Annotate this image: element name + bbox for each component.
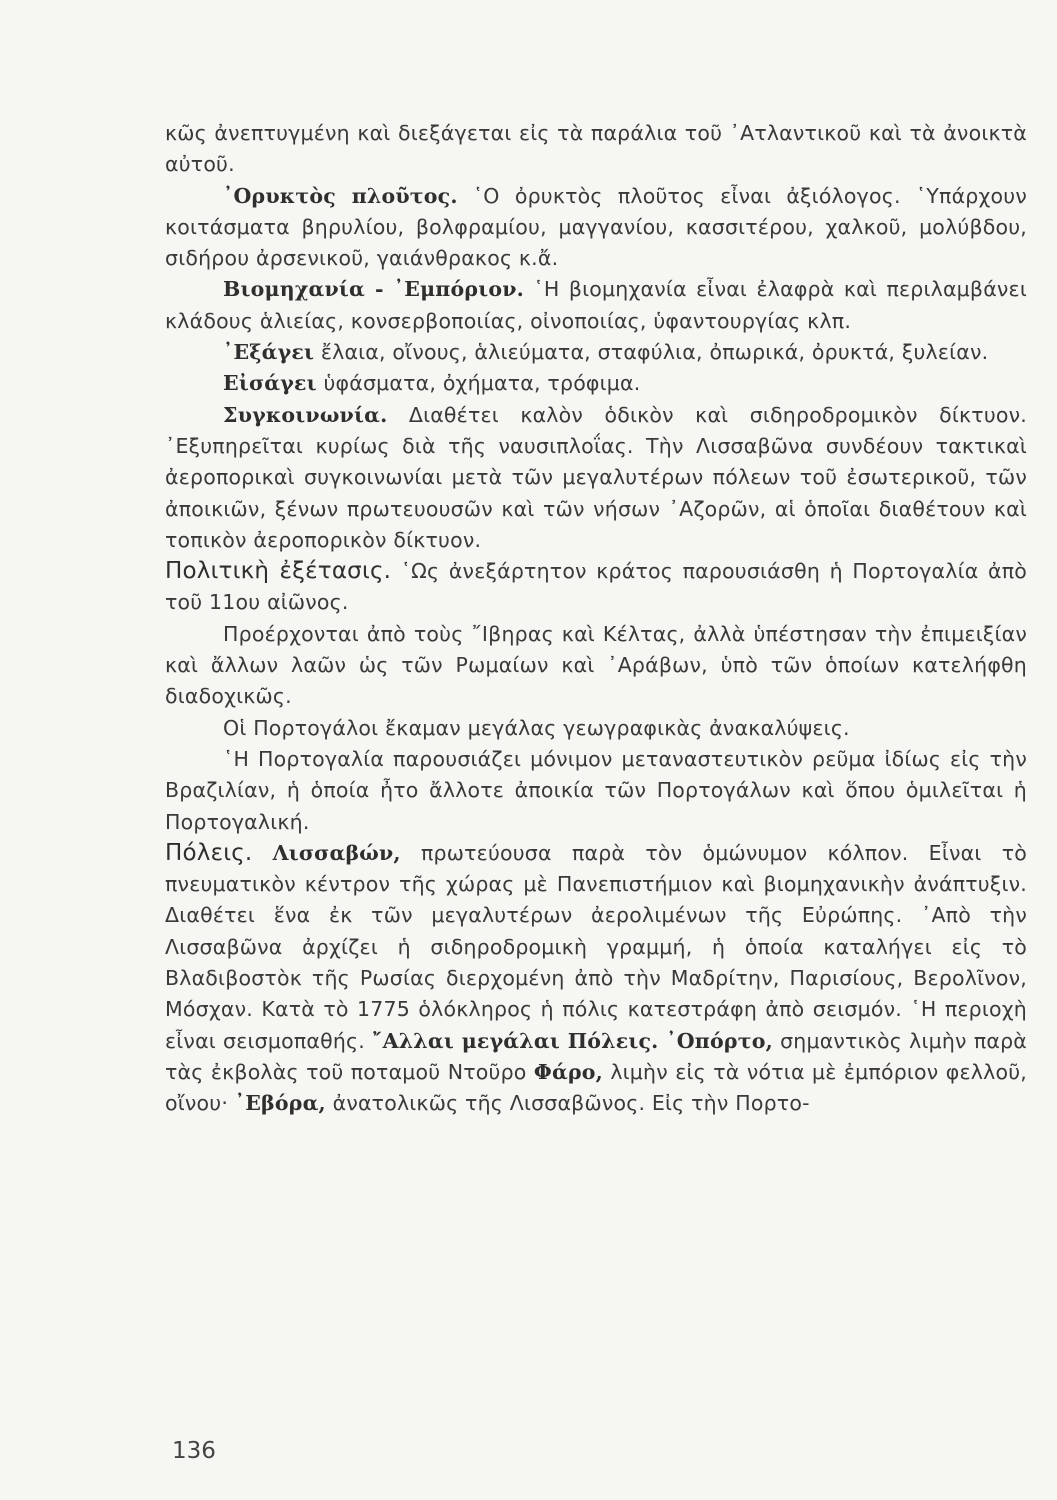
paragraph-emigration: [165, 744, 1027, 838]
paragraph-exports: [165, 337, 1027, 368]
page-number: 136: [172, 1438, 216, 1464]
section-heading-transport: Συγκοινωνία.: [223, 402, 388, 427]
city-name-lisbon: Λισσαβών,: [272, 840, 401, 865]
paragraph-transport: [165, 400, 1027, 556]
paragraph-text: λιμὴν εἰς τὰ νότια μὲ ἐμπόριον φελλοῦ, οἴνου·: [165, 1059, 1027, 1116]
paragraph-text: ἀνατολικῶς τῆς Λισσαβῶνος. Εἰς τὴν Πορτο-: [325, 1091, 810, 1116]
paragraph-text: ὑφάσματα, ὀχήματα, τρόφιμα.: [316, 371, 641, 396]
section-heading-imports: Εἰσάγει: [223, 371, 317, 396]
city-name-oporto: ᾿Οπόρτο,: [658, 1028, 773, 1053]
paragraph-text: ἔλαια, οἴνους, ἁλιεύματα, σταφύλια, ὀπωρικά, ὀρυκτά, ξυλείαν.: [314, 340, 989, 365]
paragraph-origins: [165, 619, 1027, 713]
paragraph-political: [165, 556, 1027, 619]
paragraph-minerals: [165, 181, 1027, 275]
paragraph-discoveries: [165, 713, 1027, 744]
paragraph-text: Διαθέτει καλὸν ὁδικὸν καὶ σιδηροδρομικὸν δίκτυον. ᾿Εξυπηρεῖται κυρίως διὰ τῆς ναυσιπλοΐας. Τὴν Λισσαβῶνα συνδέουν τακτικαὶ ἀεροπορικαὶ συγκοινωνίαι μετὰ τῶν μεγαλυτέρων πόλεων τοῦ ἐσωτερικοῦ, τῶν ἀποικιῶν, ξένων πρωτευουσῶν καὶ τῶν νήσων ᾿Αζορῶν, αἱ ὁποῖαι διαθέτουν καὶ τοπικὸν ἀεροπορικὸν δίκτυον.: [165, 402, 1027, 552]
section-heading-exports: ᾿Εξάγει: [223, 340, 315, 365]
section-heading-other-cities: ῎Αλλαι μεγάλαι Πόλεις.: [372, 1028, 659, 1053]
section-heading-cities: Πόλεις.: [165, 839, 253, 866]
paragraph-industry: [165, 274, 1027, 337]
paragraph-imports: [165, 368, 1027, 399]
section-heading-political: Πολιτικὴ ἐξέτασις.: [165, 558, 392, 585]
paragraph-text: ῾Η βιομηχανία εἶναι ἐλαφρὰ καὶ περιλαμβάνει κλάδους ἁλιείας, κονσερβοποιίας, οἰνοποιίας, ὑφαντουργίας κλπ.: [165, 277, 1027, 333]
paragraph-text: ῾Η Πορτογαλία παρουσιάζει μόνιμον μεταναστευτικὸν ρεῦμα ἰδίως εἰς τὴν Βραζιλίαν, ἡ ὁποία ἦτο ἄλλοτε ἀποικία τῶν Πορτογάλων καὶ ὅπου ὁμιλεῖται ἡ Πορτογαλική.: [165, 746, 1027, 834]
paragraph-text: ῾Ο ὀρυκτὸς πλοῦτος εἶναι ἀξιόλογος. ῾Υπάρχουν κοιτάσματα βηρυλίου, βολφραμίου, μαγγανίου, κασσιτέρου, χαλκοῦ, μολύβδου, σιδήρου ἀρσενικοῦ, γαιάνθρακος κ.ἄ.: [165, 183, 1027, 271]
paragraph-fishing-end: [165, 118, 1027, 181]
paragraph-cities: [165, 838, 1027, 1120]
paragraph-text: κῶς ἀνεπτυγμένη καὶ διεξάγεται εἰς τὰ παράλια τοῦ ᾿Ατλαντικοῦ καὶ τὰ ἀνοικτὰ αὐτοῦ.: [165, 121, 1027, 177]
paragraph-text: πρωτεύουσα παρὰ τὸν ὁμώνυμον κόλπον. Εἶναι τὸ πνευματικὸν κέντρον τῆς χώρας μὲ Πανεπιστήμιον καὶ βιομηχανικὴν ἀνάπτυξιν. Διαθέτει ἕνα ἐκ τῶν μεγαλυτέρων ἀερολιμένων τῆς Εὐρώπης. ᾿Απὸ τὴν Λισσαβῶνα ἀρχίζει ἡ σιδηροδρομικὴ γραμμή, ἡ ὁποία καταλήγει εἰς τὸ Βλαδιβοστὸκ τῆς Ρωσίας διερχομένη ἀπὸ τὴν Μαδρίτην, Παρισίους, Βερολῖνον, Μόσχαν. Κατὰ τὸ 1775 ὁλόκληρος ἡ πόλις κατεστράφη ἀπὸ σεισμόν. ῾Η περιοχὴ εἶναι σεισμοπαθής.: [165, 840, 1027, 1053]
paragraph-text: Προέρχονται ἀπὸ τοὺς ῎Ιβηρας καὶ Κέλτας, ἀλλὰ ὑπέστησαν τὴν ἐπιμειξίαν καὶ ἄλλων λαῶν ὡς τῶν Ρωμαίων καὶ ᾿Αράβων, ὑπὸ τῶν ὁποίων κατελήφθη διαδοχικῶς.: [165, 621, 1027, 709]
paragraph-text: σημαντικὸς λιμὴν παρὰ τὰς ἐκβολὰς τοῦ ποταμοῦ Ντοῦρο: [165, 1028, 1028, 1084]
city-name-faro: Φάρο,: [533, 1059, 603, 1084]
section-heading-industry: Βιομηχανία - ᾿Εμπόριον.: [223, 277, 524, 302]
page-body: [165, 118, 1027, 1120]
paragraph-text: Οἱ Πορτογάλοι ἔκαμαν μεγάλας γεωγραφικὰς ἀνακαλύψεις.: [223, 715, 850, 740]
section-heading-minerals: ᾿Ορυκτὸς πλοῦτος.: [223, 183, 458, 208]
city-name-evora: ᾿Εβόρα,: [234, 1091, 326, 1116]
paragraph-text: ῾Ως ἀνεξάρτητον κράτος παρουσιάσθη ἡ Πορτογαλία ἀπὸ τοῦ 11ου αἰῶνος.: [165, 559, 1027, 615]
